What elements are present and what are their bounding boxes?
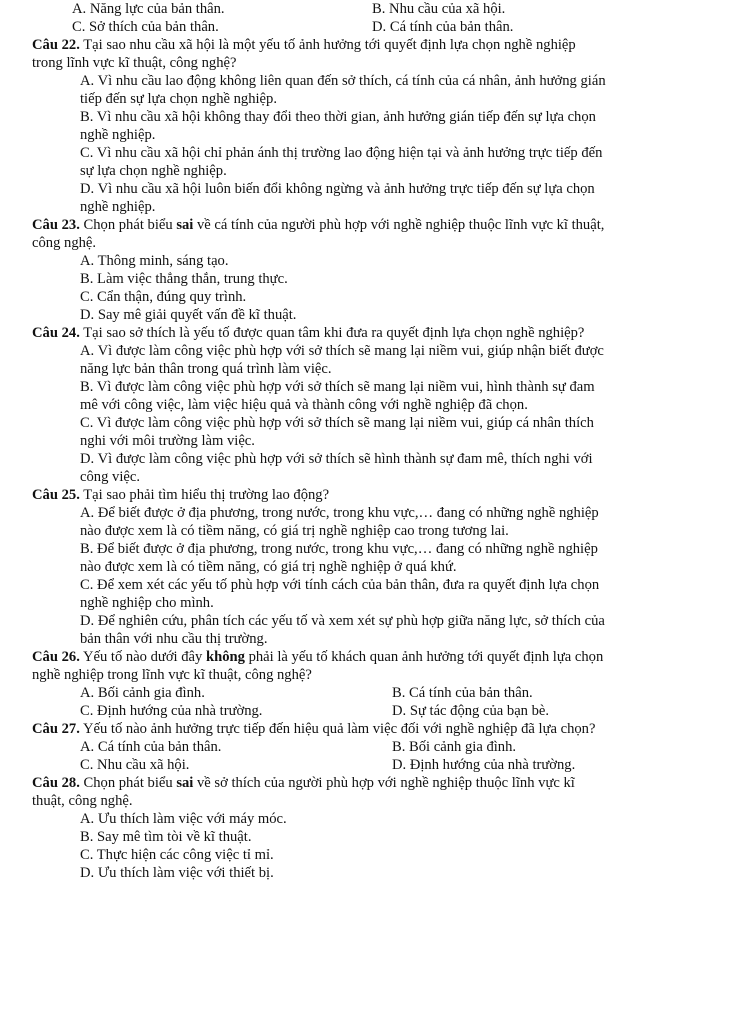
q23-number: Câu 23.	[32, 217, 80, 233]
q28-option-b: B. Say mê tìm tòi về kĩ thuật.	[80, 829, 252, 845]
q25-stem	[32, 487, 329, 505]
q28-option-a: A. Ưu thích làm việc với máy móc.	[80, 811, 287, 827]
q21-option-b: B. Nhu cầu của xã hội.	[372, 1, 506, 17]
q23-stem	[32, 217, 604, 235]
q23-option-c: C. Cẩn thận, đúng quy trình.	[80, 289, 247, 305]
q22-number: Câu 22.	[32, 37, 80, 53]
q28-emphasis: sai	[176, 775, 194, 791]
q28-number: Câu 28.	[32, 775, 80, 791]
q27-stem-text: Yếu tố nào ảnh hưởng trực tiếp đến hiệu quả làm việc đối với nghề nghiệp đã lựa chọn?	[79, 721, 596, 737]
q24-stem-text: Tại sao sở thích là yếu tố được quan tâm khi đưa ra quyết định lựa chọn nghề nghiệp?	[79, 325, 585, 341]
q23-stem-text: Chọn phát biểu	[79, 217, 177, 233]
q22-option-c: C. Vì nhu cầu xã hội chỉ phản ánh thị trường lao động hiện tại và ảnh hưởng trực tiếp đến	[80, 145, 603, 161]
q23-option-d: D. Say mê giải quyết vấn đề kĩ thuật.	[80, 307, 297, 323]
q24-option-a: A. Vì được làm công việc phù hợp với sở thích sẽ mang lại niềm vui, giúp nhận biết được	[80, 343, 604, 359]
q27-stem	[32, 721, 595, 739]
q22-stem-cont: trong lĩnh vực kĩ thuật, công nghệ?	[32, 55, 237, 71]
q23-emphasis: sai	[176, 217, 194, 233]
q26-option-b: B. Cá tính của bản thân.	[392, 685, 533, 701]
q28-stem-cont: thuật, công nghệ.	[32, 793, 133, 809]
q25-option-a: A. Để biết được ở địa phương, trong nước, trong khu vực,… đang có những nghề nghiệp	[80, 505, 599, 521]
q24-option-b: B. Vì được làm công việc phù hợp với sở thích sẽ mang lại niềm vui, hình thành sự đam	[80, 379, 595, 395]
q22-stem-text: Tại sao nhu cầu xã hội là một yếu tố ảnh hưởng tới quyết định lựa chọn nghề nghiệp	[79, 37, 576, 53]
q22-option-c-cont: sự lựa chọn nghề nghiệp.	[80, 163, 227, 179]
q25-option-a-cont: nào được xem là có tiềm năng, có giá trị nghề nghiệp cao trong tương lai.	[80, 523, 509, 539]
q22-option-a: A. Vì nhu cầu lao động không liên quan đến sở thích, cá tính của cá nhân, ảnh hưởng gián	[80, 73, 606, 89]
q21-option-a: A. Năng lực của bản thân.	[72, 1, 225, 17]
q25-option-b-cont: nào được xem là có tiềm năng, có giá trị nghề nghiệp ở quá khứ.	[80, 559, 457, 575]
q24-option-d: D. Vì được làm công việc phù hợp với sở thích sẽ hình thành sự đam mê, thích nghi với	[80, 451, 593, 467]
q24-number: Câu 24.	[32, 325, 80, 341]
q28-option-d: D. Ưu thích làm việc với thiết bị.	[80, 865, 274, 881]
q22-stem	[32, 37, 576, 55]
q24-stem	[32, 325, 584, 343]
q27-number: Câu 27.	[32, 721, 80, 737]
q24-option-c: C. Vì được làm công việc phù hợp với sở thích sẽ mang lại niềm vui, giúp cá nhân thích	[80, 415, 594, 431]
q24-option-b-cont: mê với công việc, làm việc hiệu quả và thành công với nghề nghiệp đã chọn.	[80, 397, 528, 413]
q23-stem-text-b: về cá tính của người phù hợp với nghề nghiệp thuộc lĩnh vực kĩ thuật,	[193, 217, 605, 233]
q25-option-c-cont: nghề nghiệp cho mình.	[80, 595, 214, 611]
q24-option-a-cont: năng lực bản thân trong quá trình làm việc.	[80, 361, 332, 377]
q22-option-b: B. Vì nhu cầu xã hội không thay đổi theo thời gian, ảnh hưởng gián tiếp đến sự lựa chọn	[80, 109, 596, 125]
q22-option-a-cont: tiếp đến sự lựa chọn nghề nghiệp.	[80, 91, 277, 107]
q26-number: Câu 26.	[32, 649, 80, 665]
q28-option-c: C. Thực hiện các công việc tỉ mỉ.	[80, 847, 274, 863]
q26-option-a: A. Bối cảnh gia đình.	[80, 685, 205, 701]
q22-option-b-cont: nghề nghiệp.	[80, 127, 156, 143]
q25-option-b: B. Để biết được ở địa phương, trong nước, trong khu vực,… đang có những nghề nghiệp	[80, 541, 598, 557]
q23-option-b: B. Làm việc thẳng thắn, trung thực.	[80, 271, 288, 287]
q24-option-c-cont: nghi với môi trường làm việc.	[80, 433, 255, 449]
q28-stem-text: Chọn phát biểu	[79, 775, 177, 791]
q26-stem	[32, 649, 603, 667]
q26-stem-cont: nghề nghiệp trong lĩnh vực kĩ thuật, công nghệ?	[32, 667, 312, 683]
q25-option-d: D. Để nghiên cứu, phân tích các yếu tố và xem xét sự phù hợp giữa năng lực, sở thích của	[80, 613, 605, 629]
q21-option-d: D. Cá tính của bản thân.	[372, 19, 514, 35]
q25-stem-text: Tại sao phải tìm hiểu thị trường lao động?	[79, 487, 330, 503]
q27-option-b: B. Bối cảnh gia đình.	[392, 739, 517, 755]
q28-stem	[32, 775, 575, 793]
q23-stem-cont: công nghệ.	[32, 235, 97, 251]
q26-stem-text-b: phải là yếu tố khách quan ảnh hưởng tới quyết định lựa chọn	[244, 649, 604, 665]
q25-option-c: C. Để xem xét các yếu tố phù hợp với tính cách của bản thân, đưa ra quyết định lựa chọn	[80, 577, 600, 593]
q27-option-a: A. Cá tính của bản thân.	[80, 739, 222, 755]
q23-option-a: A. Thông minh, sáng tạo.	[80, 253, 229, 269]
q22-option-d: D. Vì nhu cầu xã hội luôn biến đổi không ngừng và ảnh hưởng trực tiếp đến sự lựa chọn	[80, 181, 595, 197]
q22-option-d-cont: nghề nghiệp.	[80, 199, 156, 215]
q27-option-d: D. Định hướng của nhà trường.	[392, 757, 576, 773]
q25-number: Câu 25.	[32, 487, 80, 503]
q26-stem-text: Yếu tố nào dưới đây	[79, 649, 206, 665]
q24-option-d-cont: công việc.	[80, 469, 140, 485]
q28-stem-text-b: về sở thích của người phù hợp với nghề nghiệp thuộc lĩnh vực kĩ	[193, 775, 575, 791]
q21-option-c: C. Sở thích của bản thân.	[72, 19, 219, 35]
q27-option-c: C. Nhu cầu xã hội.	[80, 757, 190, 773]
q26-option-d: D. Sự tác động của bạn bè.	[392, 703, 550, 719]
q26-emphasis: không	[205, 649, 245, 665]
q25-option-d-cont: bản thân với nhu cầu thị trường.	[80, 631, 268, 647]
q26-option-c: C. Định hướng của nhà trường.	[80, 703, 263, 719]
